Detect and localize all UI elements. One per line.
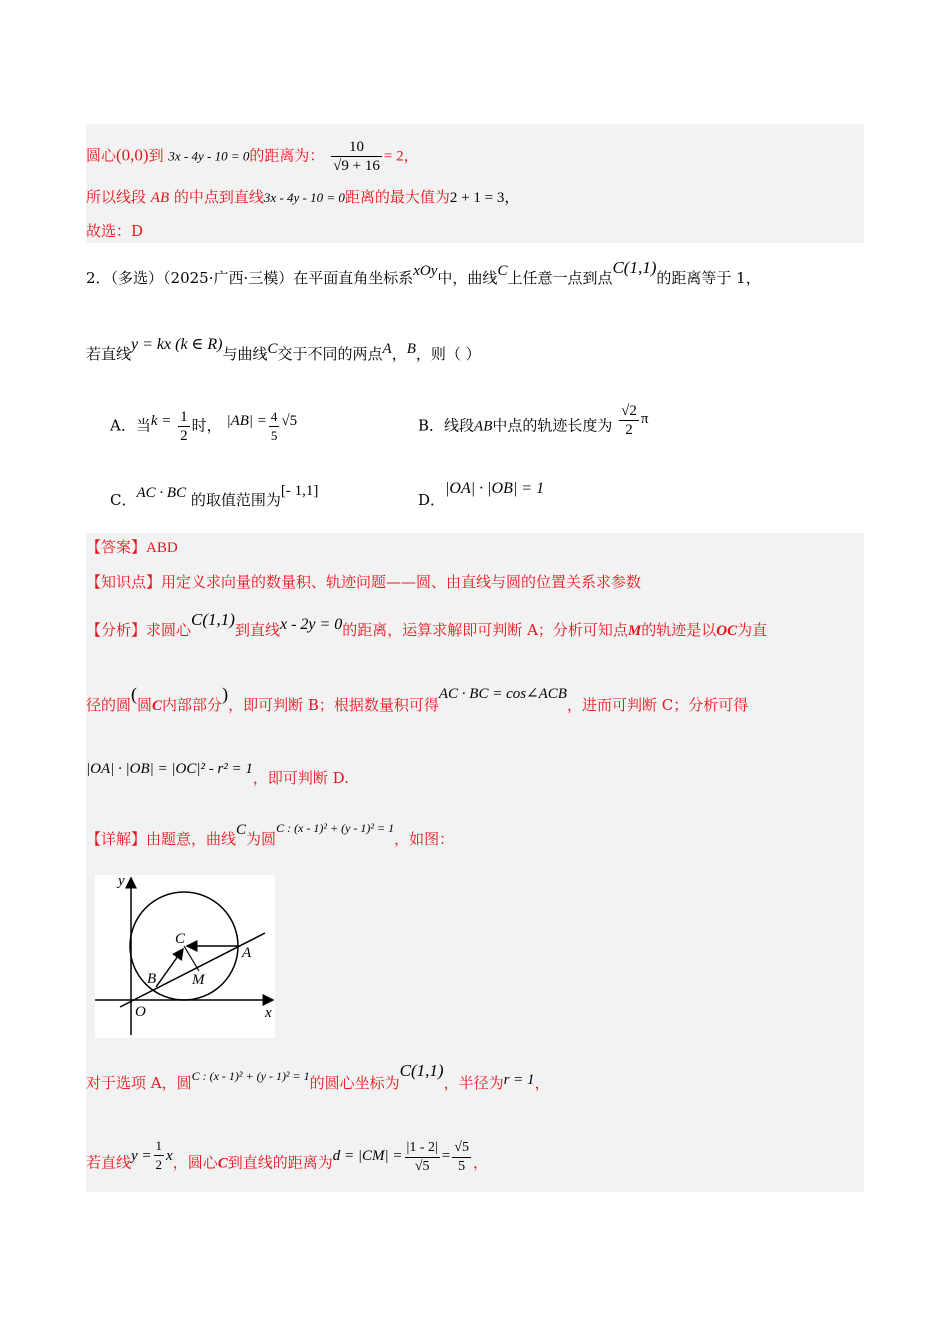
answer-line: 【答案】ABD bbox=[86, 538, 178, 556]
option-b[interactable]: B．线段AB中点的轨迹长度为 $\frac{√2}{2}$ π bbox=[418, 403, 649, 438]
label-b: B bbox=[147, 971, 157, 987]
distance-fraction: $\frac{10}{√9 + 16}$ bbox=[333, 139, 380, 174]
segment-cm bbox=[184, 946, 199, 971]
label-a: A bbox=[242, 945, 252, 961]
question-line-2: 若直线y = kx (k ∈ R)与曲线C交于不同的两点A，B，则（ ） bbox=[86, 336, 481, 363]
label-y: y bbox=[118, 875, 125, 889]
prev-line-1: 圆心(0,0)到 3x - 4y - 10 = 0的距离为： $\frac{10}{√9 + 16}$ = 2， bbox=[86, 139, 419, 174]
option-c[interactable]: C．AC · BC 的取值范围为[- 1,1] bbox=[110, 483, 319, 509]
analysis-line-2: 径的圆(圆C内部部分)，即可判断 B；根据数量积可得AC · BC = cos∠ACB，进而可判断 C；分析可得 bbox=[86, 684, 749, 714]
option-a-solution-line-2: 若直线y = $\frac{1}{2}$ x，圆心C到直线的距离为d = |CM| = $\frac{|1 - 2|}{√5}$ = $\frac{√5}{5}$ ， bbox=[86, 1138, 488, 1174]
analysis-line-1: 【分析】求圆心C(1,1)到直线x - 2y = 0的距离，运算求解即可判断 A；分析可知点M的轨迹是以OC为直 bbox=[86, 610, 768, 639]
knowledge-line: 【知识点】用定义求向量的数量积、轨迹问题——圆、由直线与圆的位置关系求参数 bbox=[86, 573, 642, 591]
option-d[interactable]: D．|OA| · |OB| = 1 bbox=[418, 480, 545, 509]
prev-line-3: 故选：D bbox=[86, 222, 144, 240]
detail-line: 【详解】由题意，曲线C为圆$^{C : (x - 1)^2 + (y - 1)^2 = 1}$，如图： bbox=[86, 821, 455, 848]
question-line-1: 2．（多选）（2025·广西·三模）在平面直角坐标系xOy中，曲线C上任意一点到点C(1,1)的距离等于 1， bbox=[86, 258, 761, 287]
label-o: O bbox=[135, 1004, 146, 1020]
label-c: C bbox=[175, 931, 186, 947]
option-a[interactable]: A．当k = $\frac{1}{2}$ 时， |AB| = $\frac{4}{5}$ √5 bbox=[110, 409, 298, 444]
prev-line-2: 所以线段 AB 的中点到直线3x - 4y - 10 = 0距离的最大值为2 + 1 = 3， bbox=[86, 188, 520, 206]
circle-figure bbox=[95, 875, 275, 1038]
label-x: x bbox=[265, 1005, 272, 1021]
circle-diagram-svg bbox=[95, 875, 275, 1038]
label-m: M bbox=[192, 972, 205, 988]
option-a-solution-line-1: 对于选项 A，圆$^{C : (x - 1)^2 + (y - 1)^2 = 1}$的圆心坐标为C(1,1)，半径为r = 1， bbox=[86, 1061, 550, 1092]
analysis-line-3: |OA| · |OB| = |OC|² - r² = 1，即可判断 D. bbox=[86, 761, 349, 787]
